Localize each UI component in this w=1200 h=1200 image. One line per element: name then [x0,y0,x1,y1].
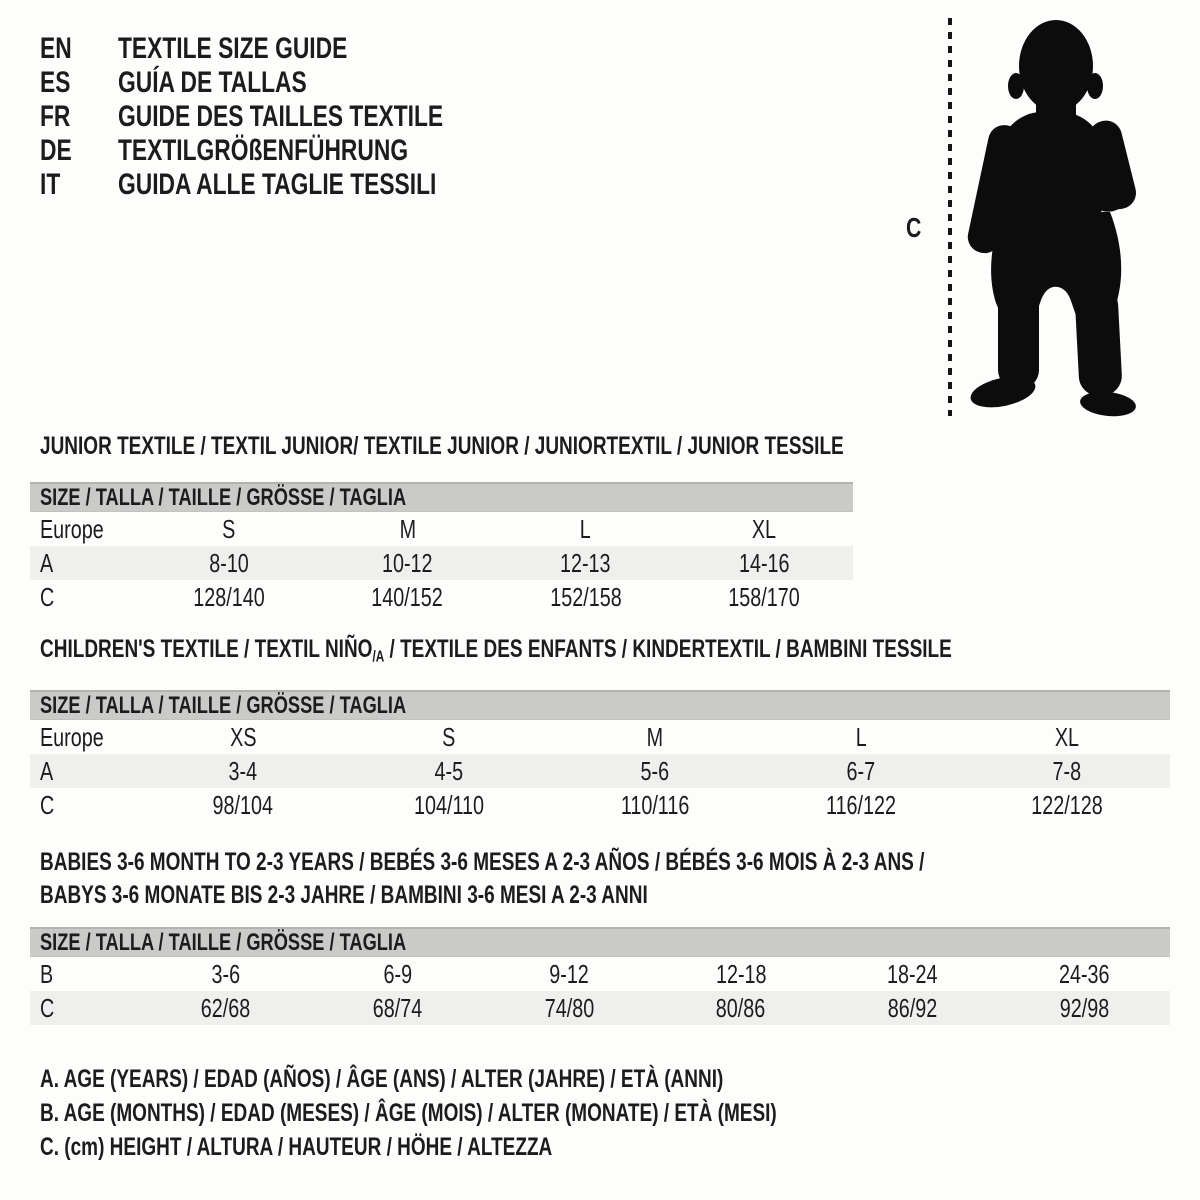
size-value: XS [229,722,257,752]
children-heading-pre: CHILDREN'S TEXTILE / TEXTIL NIÑO [40,635,373,663]
height-value: 62/68 [201,993,251,1023]
babies-heading-line2: BABYS 3-6 MONATE BIS 2-3 JAHRE / BAMBINI 3-6 MESI A 2-3 ANNI [40,881,648,909]
babies-size-table [30,927,1170,1025]
height-measure-dashed-line [948,18,952,416]
guide-title-fr: GUIDE DES TAILLES TEXTILE [118,100,444,133]
language-code-de: DE [40,134,72,167]
children-size-table [30,690,1170,822]
language-row-it [40,168,546,202]
age-value: 8-10 [209,548,249,578]
age-value: 3-4 [228,756,258,786]
months-value: 18-24 [887,959,938,989]
babies-size-header-bar [30,927,1170,957]
row-label: A [40,548,54,578]
months-value: 3-6 [211,959,241,989]
junior-size-table [30,482,853,614]
age-value: 5-6 [640,756,670,786]
babies-heading-line1: BABIES 3-6 MONTH TO 2-3 YEARS / BEBÉS 3-6 MESES A 2-3 AÑOS / BÉBÉS 3-6 MOIS À 2-3 ANS / [40,848,925,876]
size-value: L [580,514,592,544]
age-value: 7-8 [1052,756,1082,786]
children-row-europe [30,720,1170,754]
size-value: XL [1054,722,1080,752]
age-value: 12-13 [560,548,611,578]
height-value: 80/86 [716,993,766,1023]
guide-title-en: TEXTILE SIZE GUIDE [118,32,348,65]
row-label: Europe [40,722,104,752]
size-value: M [399,514,416,544]
months-value: 24-36 [1058,959,1110,989]
row-label: C [40,993,55,1023]
language-title-list [40,32,546,202]
children-heading-post: / TEXTILE DES ENFANTS / KINDERTEXTIL / BAMBINI TESSILE [384,635,952,663]
age-value: 10-12 [382,548,433,578]
language-row-en [40,32,546,66]
size-value: L [855,722,867,752]
height-value: 140/152 [371,582,444,612]
legend-footnotes [40,1062,1009,1164]
babies-row-height [30,991,1170,1025]
guide-title-it: GUIDA ALLE TAGLIE TESSILI [118,168,437,201]
row-label: C [40,582,55,612]
size-value: XL [751,514,776,544]
footnote-age-years: A. AGE (YEARS) / EDAD (AÑOS) / ÂGE (ANS) / ALTER (JAHRE) / ETÀ (ANNI) [40,1065,724,1093]
size-header-label: SIZE / TALLA / TAILLE / GRÖSSE / TAGLIA [40,929,407,956]
language-code-es: ES [40,66,71,99]
footnote-age-months: B. AGE (MONTHS) / EDAD (MESES) / ÂGE (MOIS) / ALTER (MONATE) / ETÀ (MESI) [40,1099,777,1127]
row-label: Europe [40,514,104,544]
guide-title-de: TEXTILGRÖßENFÜHRUNG [118,134,409,167]
size-header-label: SIZE / TALLA / TAILLE / GRÖSSE / TAGLIA [40,692,407,719]
babies-section-heading [40,846,1200,912]
row-label: C [40,790,55,820]
height-value: 68/74 [372,993,423,1023]
age-value: 4-5 [434,756,464,786]
junior-row-europe [30,512,853,546]
language-row-es [40,66,546,100]
height-value: 92/98 [1059,993,1109,1023]
age-value: 14-16 [738,548,790,578]
height-value: 152/158 [549,582,622,612]
size-value: M [646,722,664,752]
height-value: 98/104 [212,790,274,820]
children-row-age [30,754,1170,788]
height-value: 104/110 [414,790,484,820]
toddler-silhouette-shape [965,20,1140,419]
height-value: 116/122 [826,790,896,820]
language-row-fr [40,100,546,134]
size-value: S [222,514,236,544]
height-value: 158/170 [728,582,800,612]
children-section-heading [40,634,1200,672]
junior-row-height [30,580,853,614]
months-value: 12-18 [715,959,767,989]
children-row-height [30,788,1170,822]
height-dimension-label: C [906,212,922,243]
footnote-height-cm: C. (cm) HEIGHT / ALTURA / HAUTEUR / HÖHE / ALTEZZA [40,1133,553,1161]
junior-section-heading: JUNIOR TEXTILE / TEXTIL JUNIOR/ TEXTILE JUNIOR / JUNIORTEXTIL / JUNIOR TESSILE [40,432,844,460]
height-value: 86/92 [887,993,938,1023]
language-code-fr: FR [40,100,71,133]
toddler-silhouette-icon [958,14,1140,422]
language-row-de [40,134,546,168]
row-label: A [40,756,54,786]
children-size-header-bar [30,690,1170,720]
height-value: 110/116 [620,790,690,820]
language-code-it: IT [40,168,61,201]
row-label: B [40,959,54,989]
language-code-en: EN [40,32,72,65]
age-value: 6-7 [846,756,876,786]
months-value: 6-9 [383,959,412,989]
height-value: 128/140 [193,582,265,612]
junior-row-age [30,546,853,580]
babies-row-months [30,957,1170,991]
months-value: 9-12 [549,959,589,989]
size-header-label: SIZE / TALLA / TAILLE / GRÖSSE / TAGLIA [40,484,407,511]
junior-size-header-bar [30,482,853,512]
size-value: S [442,722,456,752]
height-value: 122/128 [1031,790,1103,820]
height-value: 74/80 [544,993,594,1023]
children-heading-subscript: /A [372,648,385,666]
guide-title-es: GUÍA DE TALLAS [118,66,307,99]
